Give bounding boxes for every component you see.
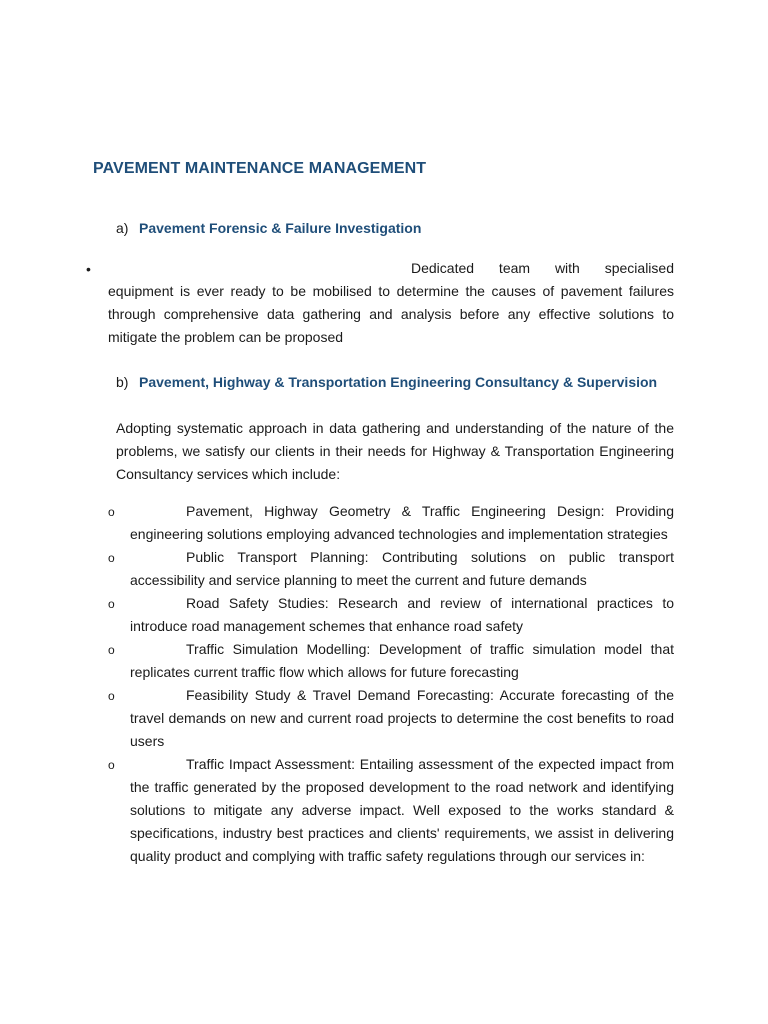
list-marker-icon: o (108, 505, 115, 519)
bullet-icon: • (86, 261, 91, 277)
list-item (108, 638, 674, 684)
section-a-heading (116, 217, 676, 240)
list-item (108, 546, 674, 592)
list-item (108, 684, 674, 753)
list-marker-icon: o (108, 597, 115, 611)
section-a-marker: a) (116, 220, 129, 236)
list-marker-icon: o (108, 643, 115, 657)
list-marker-icon: o (108, 758, 115, 772)
list-item (108, 753, 674, 868)
section-b-intro: Adopting systematic approach in data gathering and understanding of the nature of the problems, we satisfy our clients in their needs for Highway & Transportation Engineering Consultancy services which include: (116, 420, 674, 482)
list-item (108, 592, 674, 638)
section-b-heading (116, 371, 674, 394)
list-item-text: Pavement, Highway Geometry & Traffic Engineering Design: Providing engineering solutions employing advanced technologies and implementation strategies (130, 503, 674, 542)
list-item-text: Road Safety Studies: Research and review of international practices to introduce road management schemes that enhance road safety (130, 595, 674, 634)
list-marker-icon: o (108, 689, 115, 703)
list-item-text: Traffic Impact Assessment: Entailing assessment of the expected impact from the traffic generated by the proposed development to the road network and identifying solutions to mitigate any adverse impact. Well exposed to the works standard & specifications, industry best practices and clients' requirements, we assist in delivering quality product and complying with traffic safety regulations through our services in: (130, 756, 674, 864)
list-item-text: Traffic Simulation Modelling: Development of traffic simulation model that replicates current traffic flow which allows for future forecasting (130, 641, 674, 680)
list-item-text: Public Transport Planning: Contributing solutions on public transport accessibility and service planning to meet the current and future demands (130, 549, 674, 588)
section-b-marker: b) (116, 374, 129, 390)
list-item-text: Feasibility Study & Travel Demand Forecasting: Accurate forecasting of the travel demands on new and current road projects to determine the cost benefits to road users (130, 687, 674, 749)
list-item (108, 500, 674, 546)
section-b-title: Pavement, Highway & Transportation Engineering Consultancy & Supervision (139, 374, 658, 390)
list-marker-icon: o (108, 551, 115, 565)
section-a-paragraph: Dedicated team with specialised equipment is ever ready to be mobilised to determine the causes of pavement failures through comprehensive data gathering and analysis before any effective solutions to mitigate the problem can be proposed (108, 260, 674, 345)
page-title: PAVEMENT MAINTENANCE MANAGEMENT (93, 160, 427, 177)
services-list (108, 500, 674, 868)
section-a-title: Pavement Forensic & Failure Investigation (139, 220, 422, 236)
